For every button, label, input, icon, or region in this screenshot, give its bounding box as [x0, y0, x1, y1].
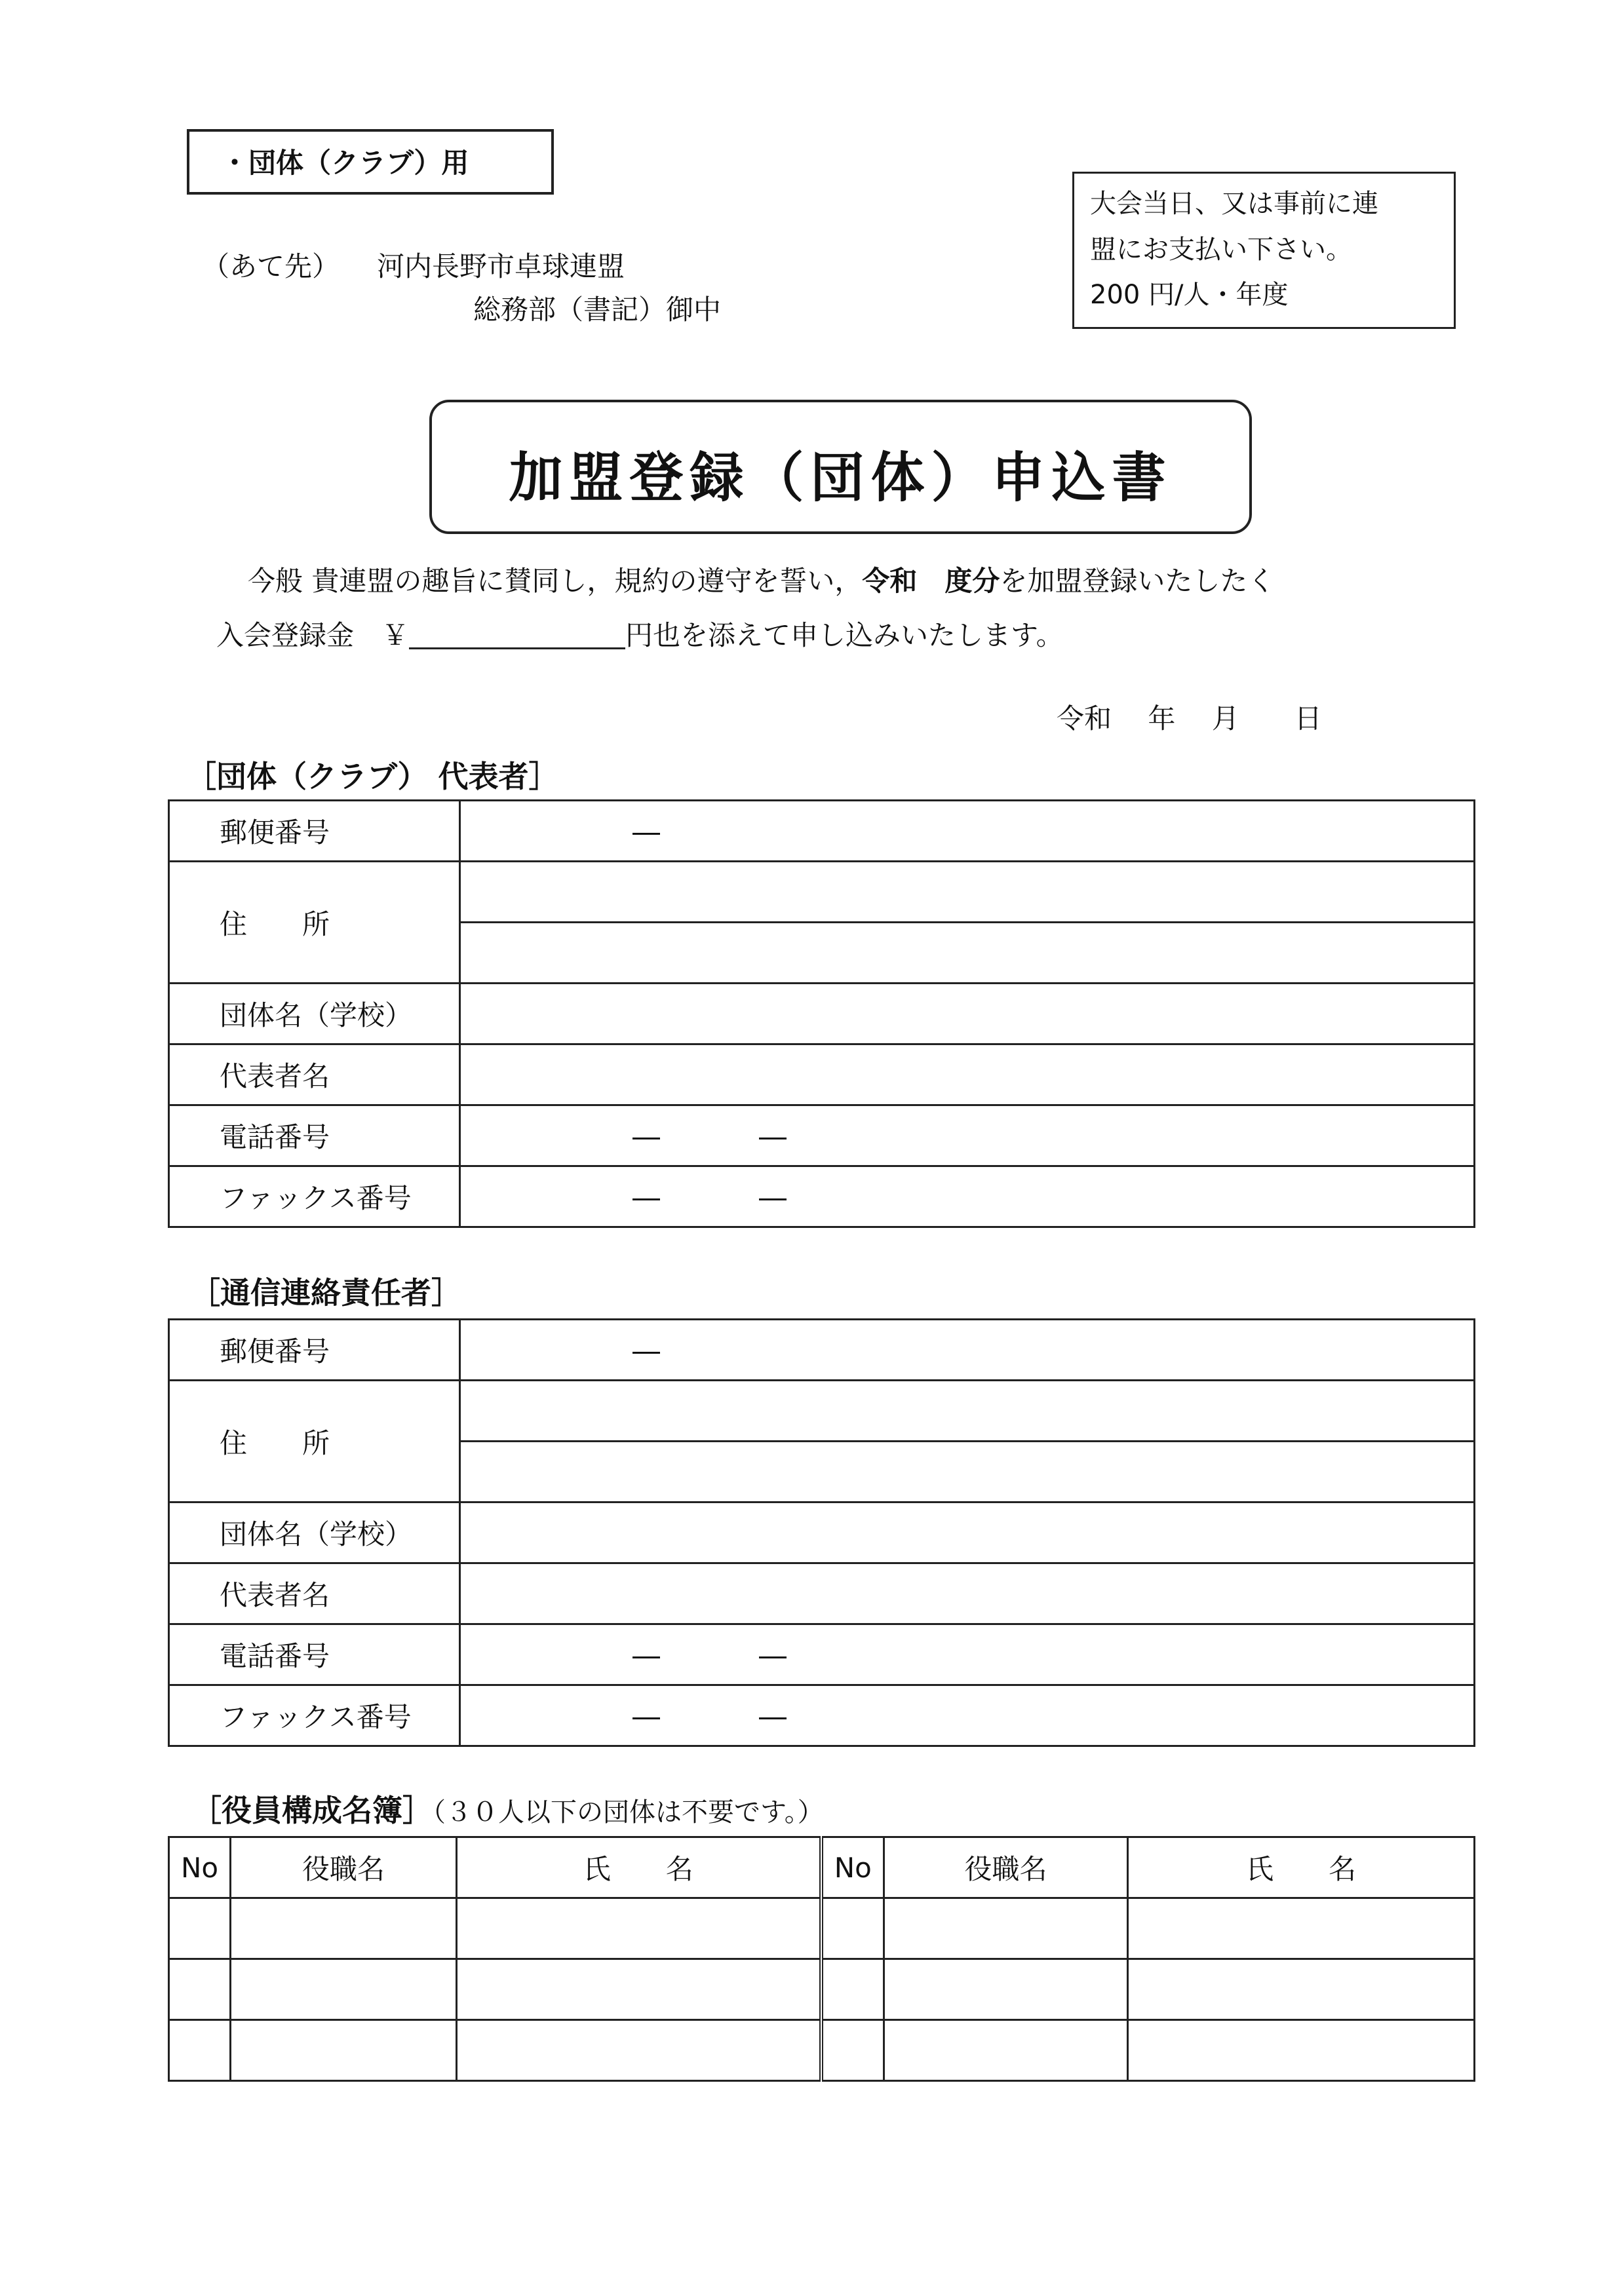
fax-dash-1: ― [632, 1700, 660, 1732]
fax-field[interactable] [460, 1166, 1475, 1227]
payment-note-line1: 大会当日、又は事前に連 [1090, 189, 1378, 219]
table-row [169, 801, 1475, 862]
fax-label: ファックス番号 [169, 1685, 460, 1746]
table-row [169, 1320, 1475, 1381]
position-cell[interactable] [231, 1959, 457, 2020]
table-row [169, 984, 1475, 1044]
table-row [169, 1624, 1475, 1685]
roster-note: （３０人以下の団体は不要です。） [433, 1797, 824, 1827]
fax-field[interactable] [460, 1685, 1475, 1746]
phone-dash-2: ― [759, 1120, 787, 1153]
table-row [169, 1898, 1475, 1959]
postal-field[interactable] [460, 1320, 1475, 1381]
roster-heading: ［役員構成名簿］ [191, 1793, 433, 1828]
no-cell[interactable] [169, 1898, 231, 1959]
position-cell[interactable] [231, 1898, 457, 1959]
representative-table [168, 799, 1475, 1228]
phone-field[interactable] [460, 1105, 1475, 1166]
fax-dash-1: ― [632, 1181, 660, 1214]
position-cell[interactable] [884, 2020, 1128, 2081]
date-line: 令和 年 月 日 [1057, 702, 1322, 735]
rep-name-label: 代表者名 [169, 1563, 460, 1624]
table-row [169, 1381, 1475, 1442]
phone-field[interactable] [460, 1624, 1475, 1685]
table-row [169, 2020, 1475, 2081]
position-cell[interactable] [231, 2020, 457, 2081]
no-cell[interactable] [821, 1898, 884, 1959]
org-name-label: 団体名（学校） [169, 984, 460, 1044]
col-position: 役職名 [231, 1837, 457, 1898]
table-row [169, 1502, 1475, 1563]
no-cell[interactable] [169, 2020, 231, 2081]
body-line1-c: を加盟登録いたしたく [1000, 565, 1275, 597]
address-label: 住 所 [169, 1381, 460, 1502]
org-name-label: 団体名（学校） [169, 1502, 460, 1563]
contact-table [168, 1318, 1475, 1747]
col-no: No [169, 1837, 231, 1898]
roster-heading-line [191, 1795, 824, 1826]
name-cell[interactable] [457, 1959, 821, 2020]
name-cell[interactable] [457, 2020, 821, 2081]
address-field-line2[interactable] [460, 1442, 1475, 1502]
roster-table [168, 1836, 1475, 2082]
col-no: No [821, 1837, 884, 1898]
col-position: 役職名 [884, 1837, 1128, 1898]
name-cell[interactable] [1128, 1898, 1475, 1959]
name-cell[interactable] [1128, 1959, 1475, 2020]
body-line1-b: 令和 度分 [862, 565, 1000, 597]
payment-note-line2: 盟にお支払い下さい。 [1090, 235, 1352, 265]
no-cell[interactable] [169, 1959, 231, 2020]
addressee-prefix: （あて先） [202, 250, 340, 282]
phone-label: 電話番号 [169, 1105, 460, 1166]
fee-amount-field[interactable] [409, 616, 625, 649]
table-row [169, 1563, 1475, 1624]
phone-label: 電話番号 [169, 1624, 460, 1685]
body-line2-a: 入会登録金 ￥ [216, 619, 410, 651]
phone-dash-1: ― [632, 1120, 660, 1153]
body-line2-b: 円也を添えて申し込みいたします。 [625, 619, 1064, 651]
payment-note-line3: 200 円/人・年度 [1090, 280, 1289, 310]
org-name-field[interactable] [460, 984, 1475, 1044]
payment-note-box [1072, 172, 1456, 329]
address-label: 住 所 [169, 862, 460, 984]
org-name-field[interactable] [460, 1502, 1475, 1563]
form-type-label: ・団体（クラブ）用 [221, 147, 469, 179]
position-cell[interactable] [884, 1898, 1128, 1959]
name-cell[interactable] [457, 1898, 821, 1959]
postal-label: 郵便番号 [169, 801, 460, 862]
body-line2 [216, 616, 1064, 649]
addressee-org: 河内長野市卓球連盟 [377, 250, 625, 282]
section1-heading: ［団体（クラブ） 代表者］ [186, 759, 559, 794]
postal-field[interactable] [460, 801, 1475, 862]
fax-dash-2: ― [759, 1181, 787, 1214]
table-row [169, 1105, 1475, 1166]
no-cell[interactable] [821, 1959, 884, 2020]
rep-name-label: 代表者名 [169, 1044, 460, 1105]
address-field-line1[interactable] [460, 862, 1475, 923]
roster-header-row [169, 1837, 1475, 1898]
postal-dash: ― [632, 816, 660, 848]
fax-label: ファックス番号 [169, 1166, 460, 1227]
section2-heading: ［通信連絡責任者］ [190, 1275, 461, 1311]
addressee-dept: 総務部（書記）御中 [473, 294, 722, 326]
no-cell[interactable] [821, 2020, 884, 2081]
position-cell[interactable] [884, 1959, 1128, 2020]
phone-dash-2: ― [759, 1639, 787, 1672]
col-name: 氏 名 [1128, 1837, 1475, 1898]
phone-dash-1: ― [632, 1639, 660, 1672]
table-row [169, 1044, 1475, 1105]
fax-dash-2: ― [759, 1700, 787, 1732]
title-box [429, 400, 1252, 534]
body-line1-a: 今般 貴連盟の趣旨に賛同し，規約の遵守を誓い， [248, 565, 863, 597]
postal-label: 郵便番号 [169, 1320, 460, 1381]
rep-name-field[interactable] [460, 1044, 1475, 1105]
address-field-line1[interactable] [460, 1381, 1475, 1442]
col-name: 氏 名 [457, 1837, 821, 1898]
form-type-box [187, 129, 554, 195]
table-row [169, 862, 1475, 923]
table-row [169, 1959, 1475, 2020]
address-field-line2[interactable] [460, 923, 1475, 984]
rep-name-field[interactable] [460, 1563, 1475, 1624]
table-row [169, 1685, 1475, 1746]
name-cell[interactable] [1128, 2020, 1475, 2081]
page-title: 加盟登録（団体）申込書 [509, 447, 1173, 509]
postal-dash: ― [632, 1335, 660, 1367]
table-row [169, 1166, 1475, 1227]
body-line1 [248, 567, 1275, 595]
